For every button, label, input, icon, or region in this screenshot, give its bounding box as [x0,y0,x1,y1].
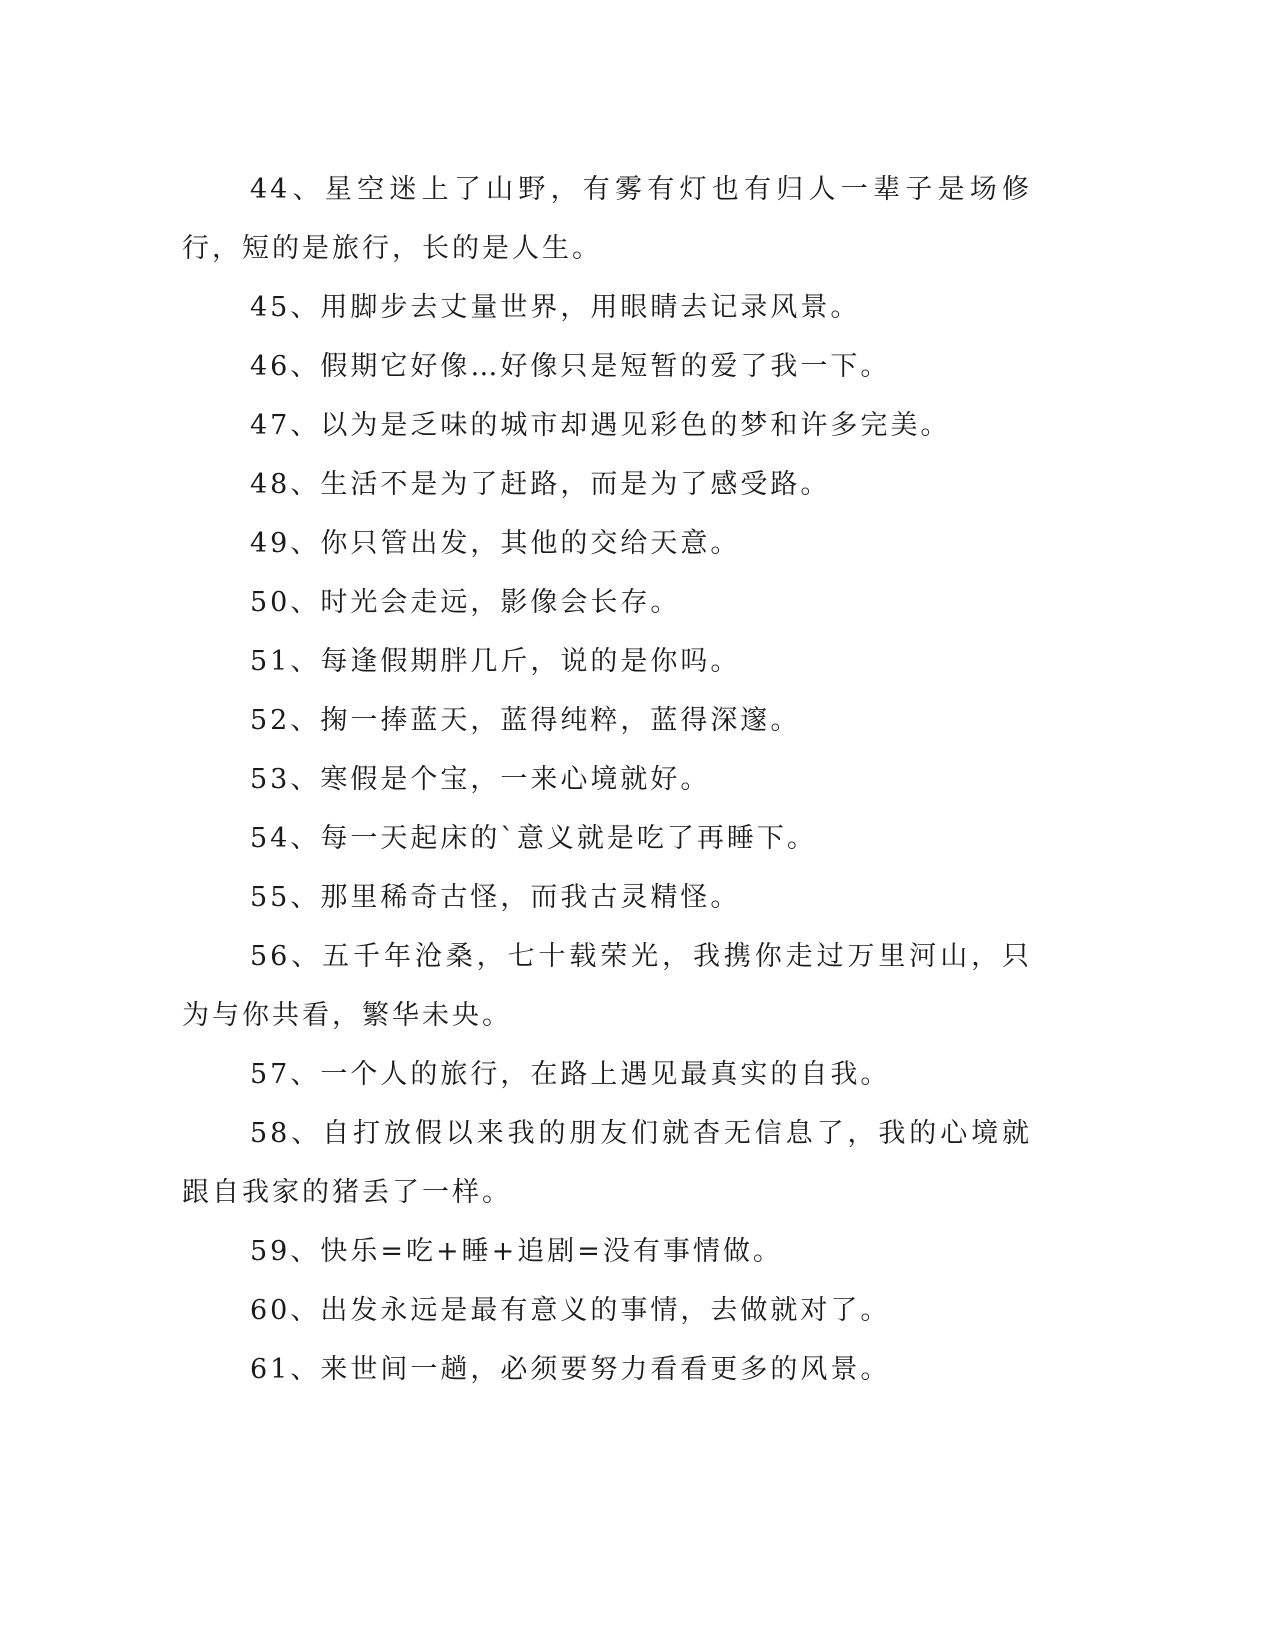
paragraph-61: 61、来世间一趟，必须要努力看看更多的风景。 [250,1354,891,1385]
paragraph-59: 59、快乐=吃+睡+追剧=没有事情做。 [250,1236,783,1267]
paragraph-57: 57、一个人的旅行，在路上遇见最真实的自我。 [250,1059,891,1090]
paragraph-55: 55、那里稀奇古怪，而我古灵精怪。 [250,882,741,913]
paragraph-50: 50、时光会走远，影像会长存。 [250,587,681,618]
document-body [182,160,1032,1399]
paragraph-47: 47、以为是乏味的城市却遇见彩色的梦和许多完美。 [250,410,951,441]
paragraph-53: 53、寒假是个宝，一来心境就好。 [250,764,711,795]
paragraph-48: 48、生活不是为了赶路，而是为了感受路。 [250,469,831,500]
paragraph-52: 52、掬一捧蓝天，蓝得纯粹，蓝得深邃。 [250,705,801,736]
paragraph-60: 60、出发永远是最有意义的事情，去做就对了。 [250,1295,891,1326]
paragraph-46: 46、假期它好像…好像只是短暂的爱了我一下。 [250,351,891,382]
paragraph-56: 56、五千年沧桑，七十载荣光，我携你走过万里河山，只为与你共看，繁华未央。 [182,941,1032,1031]
paragraph-44: 44、星空迷上了山野，有雾有灯也有归人一辈子是场修行，短的是旅行，长的是人生。 [182,174,1032,264]
paragraph-54: 54、每一天起床的`意义就是吃了再睡下。 [250,823,817,854]
paragraph-45: 45、用脚步去丈量世界，用眼睛去记录风景。 [250,292,861,323]
paragraph-51: 51、每逢假期胖几斤，说的是你吗。 [250,646,741,677]
paragraph-58: 58、自打放假以来我的朋友们就杳无信息了，我的心境就跟自我家的猪丢了一样。 [182,1118,1032,1208]
paragraph-49: 49、你只管出发，其他的交给天意。 [250,528,741,559]
